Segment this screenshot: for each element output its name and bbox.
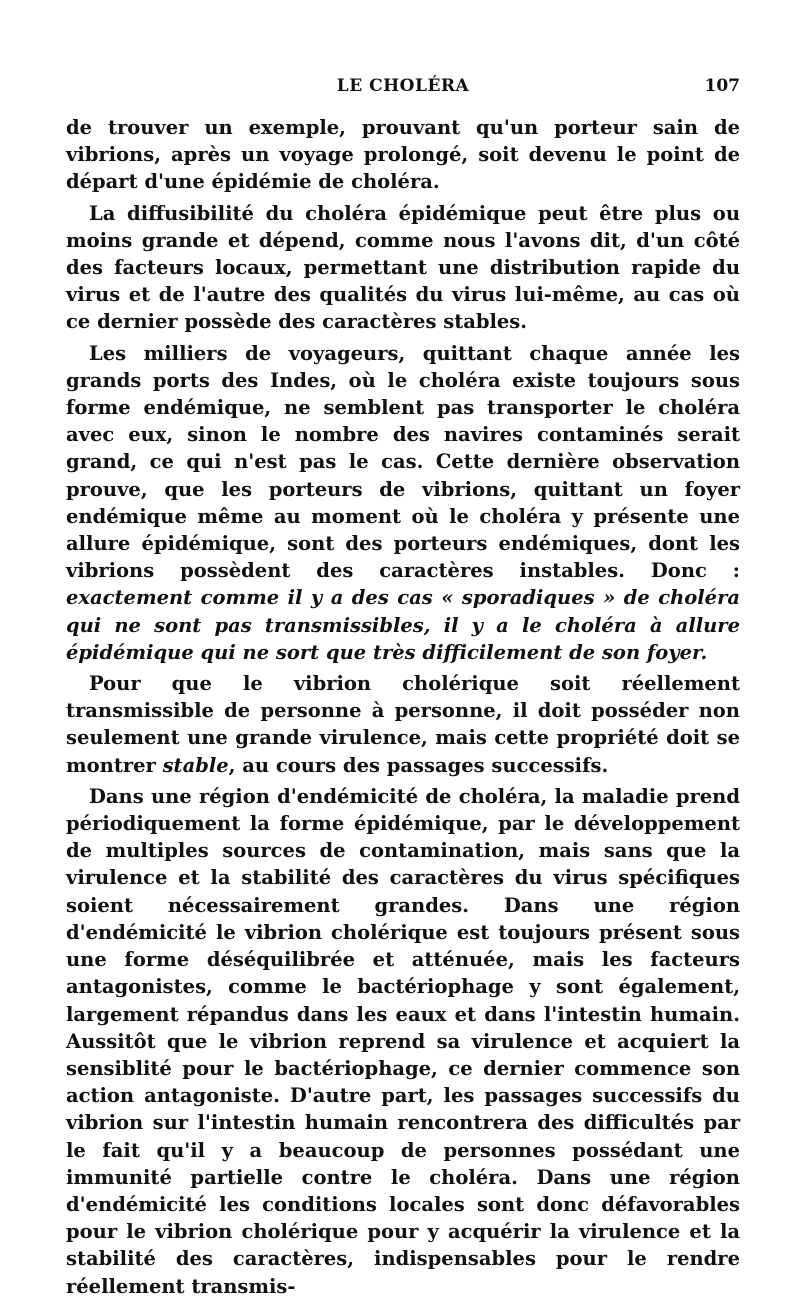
paragraph-3-text: Les milliers de voyageurs, quittant chaque année les grands ports des Indes, où le choléra existe toujours sous forme endémique, ne semblent pas transporter le choléra avec eux, sinon le nombre des navires contaminés serait grand, ce qui n'est pas le cas. Cette dernière observation prouve, que les porteurs de vibrions, quittant un foyer endémique même au moment où le choléra y présente une allure épidémique, sont des porteurs endémiques, dont les vibrions possèdent des caractères instables. Donc : [66, 341, 740, 583]
paragraph-4-text-end: , au cours des passages successifs. [228, 753, 609, 777]
paragraph-1-text: de trouver un exemple, prouvant qu'un porteur sain de vibrions, après un voyage prolongé, soit devenu le point de départ d'une épidémie de choléra. [66, 116, 740, 194]
paragraph-2-text: La diffusibilité du choléra épidémique peut être plus ou moins grande et dépend, comme nous l'avons dit, d'un côté des facteurs locaux, permettant une distribution rapide du virus et de l'autre des qualités du virus lui-même, au cas où ce dernier possède des caractères stables. [66, 201, 740, 334]
paragraph-3-italic: exactement comme il y a des cas « sporadiques » de choléra qui ne sont pas transmissibles, il y a le choléra à allure épidémique qui ne sort que très difficilement de son foyer. [66, 586, 740, 664]
running-head [66, 72, 740, 100]
paragraph-2 [66, 200, 740, 336]
paragraph-1 [66, 114, 740, 196]
paragraph-3 [66, 340, 740, 666]
paragraph-4-italic: stable [162, 753, 229, 777]
paragraph-5 [66, 783, 740, 1300]
body-text [66, 114, 740, 1304]
paragraph-4-text-start: Pour que le vibrion cholérique soit réellement transmissible de personne à personne, il doit posséder non seulement une grande virulence, mais cette propriété doit se montrer [66, 672, 740, 777]
paragraph-5-text: Dans une région d'endémicité de choléra, la maladie prend périodiquement la forme épidémique, par le développement de multiples sources de contamination, mais sans que la virulence et la stabilité des caractères du virus spécifiques soient nécessairement grandes. Dans une région d'endémicité le vibrion cholérique est toujours présent sous une forme déséquilibrée et atténuée, mais les facteurs antagonistes, comme le bactériophage y sont également, largement répandus dans les eaux et dans l'intestin humain. Aussitôt que le vibrion reprend sa virulence et acquiert la sensiblité pour le bactériophage, ce dernier commence son action antagoniste. D'autre part, les passages successifs du vibrion sur l'intestin humain rencontrera des difficultés par le fait qu'il y a beaucoup de personnes possédant une immunité partielle contre le choléra. Dans une région d'endémicité les conditions locales sont donc défavorables pour le vibrion cholérique pour y acquérir la virulence et la stabilité des caractères, indispensables pour le rendre réellement transmis- [66, 784, 740, 1298]
page-number: 107 [704, 76, 740, 96]
running-head-title: LE CHOLÉRA [336, 76, 470, 96]
paragraph-4 [66, 670, 740, 779]
